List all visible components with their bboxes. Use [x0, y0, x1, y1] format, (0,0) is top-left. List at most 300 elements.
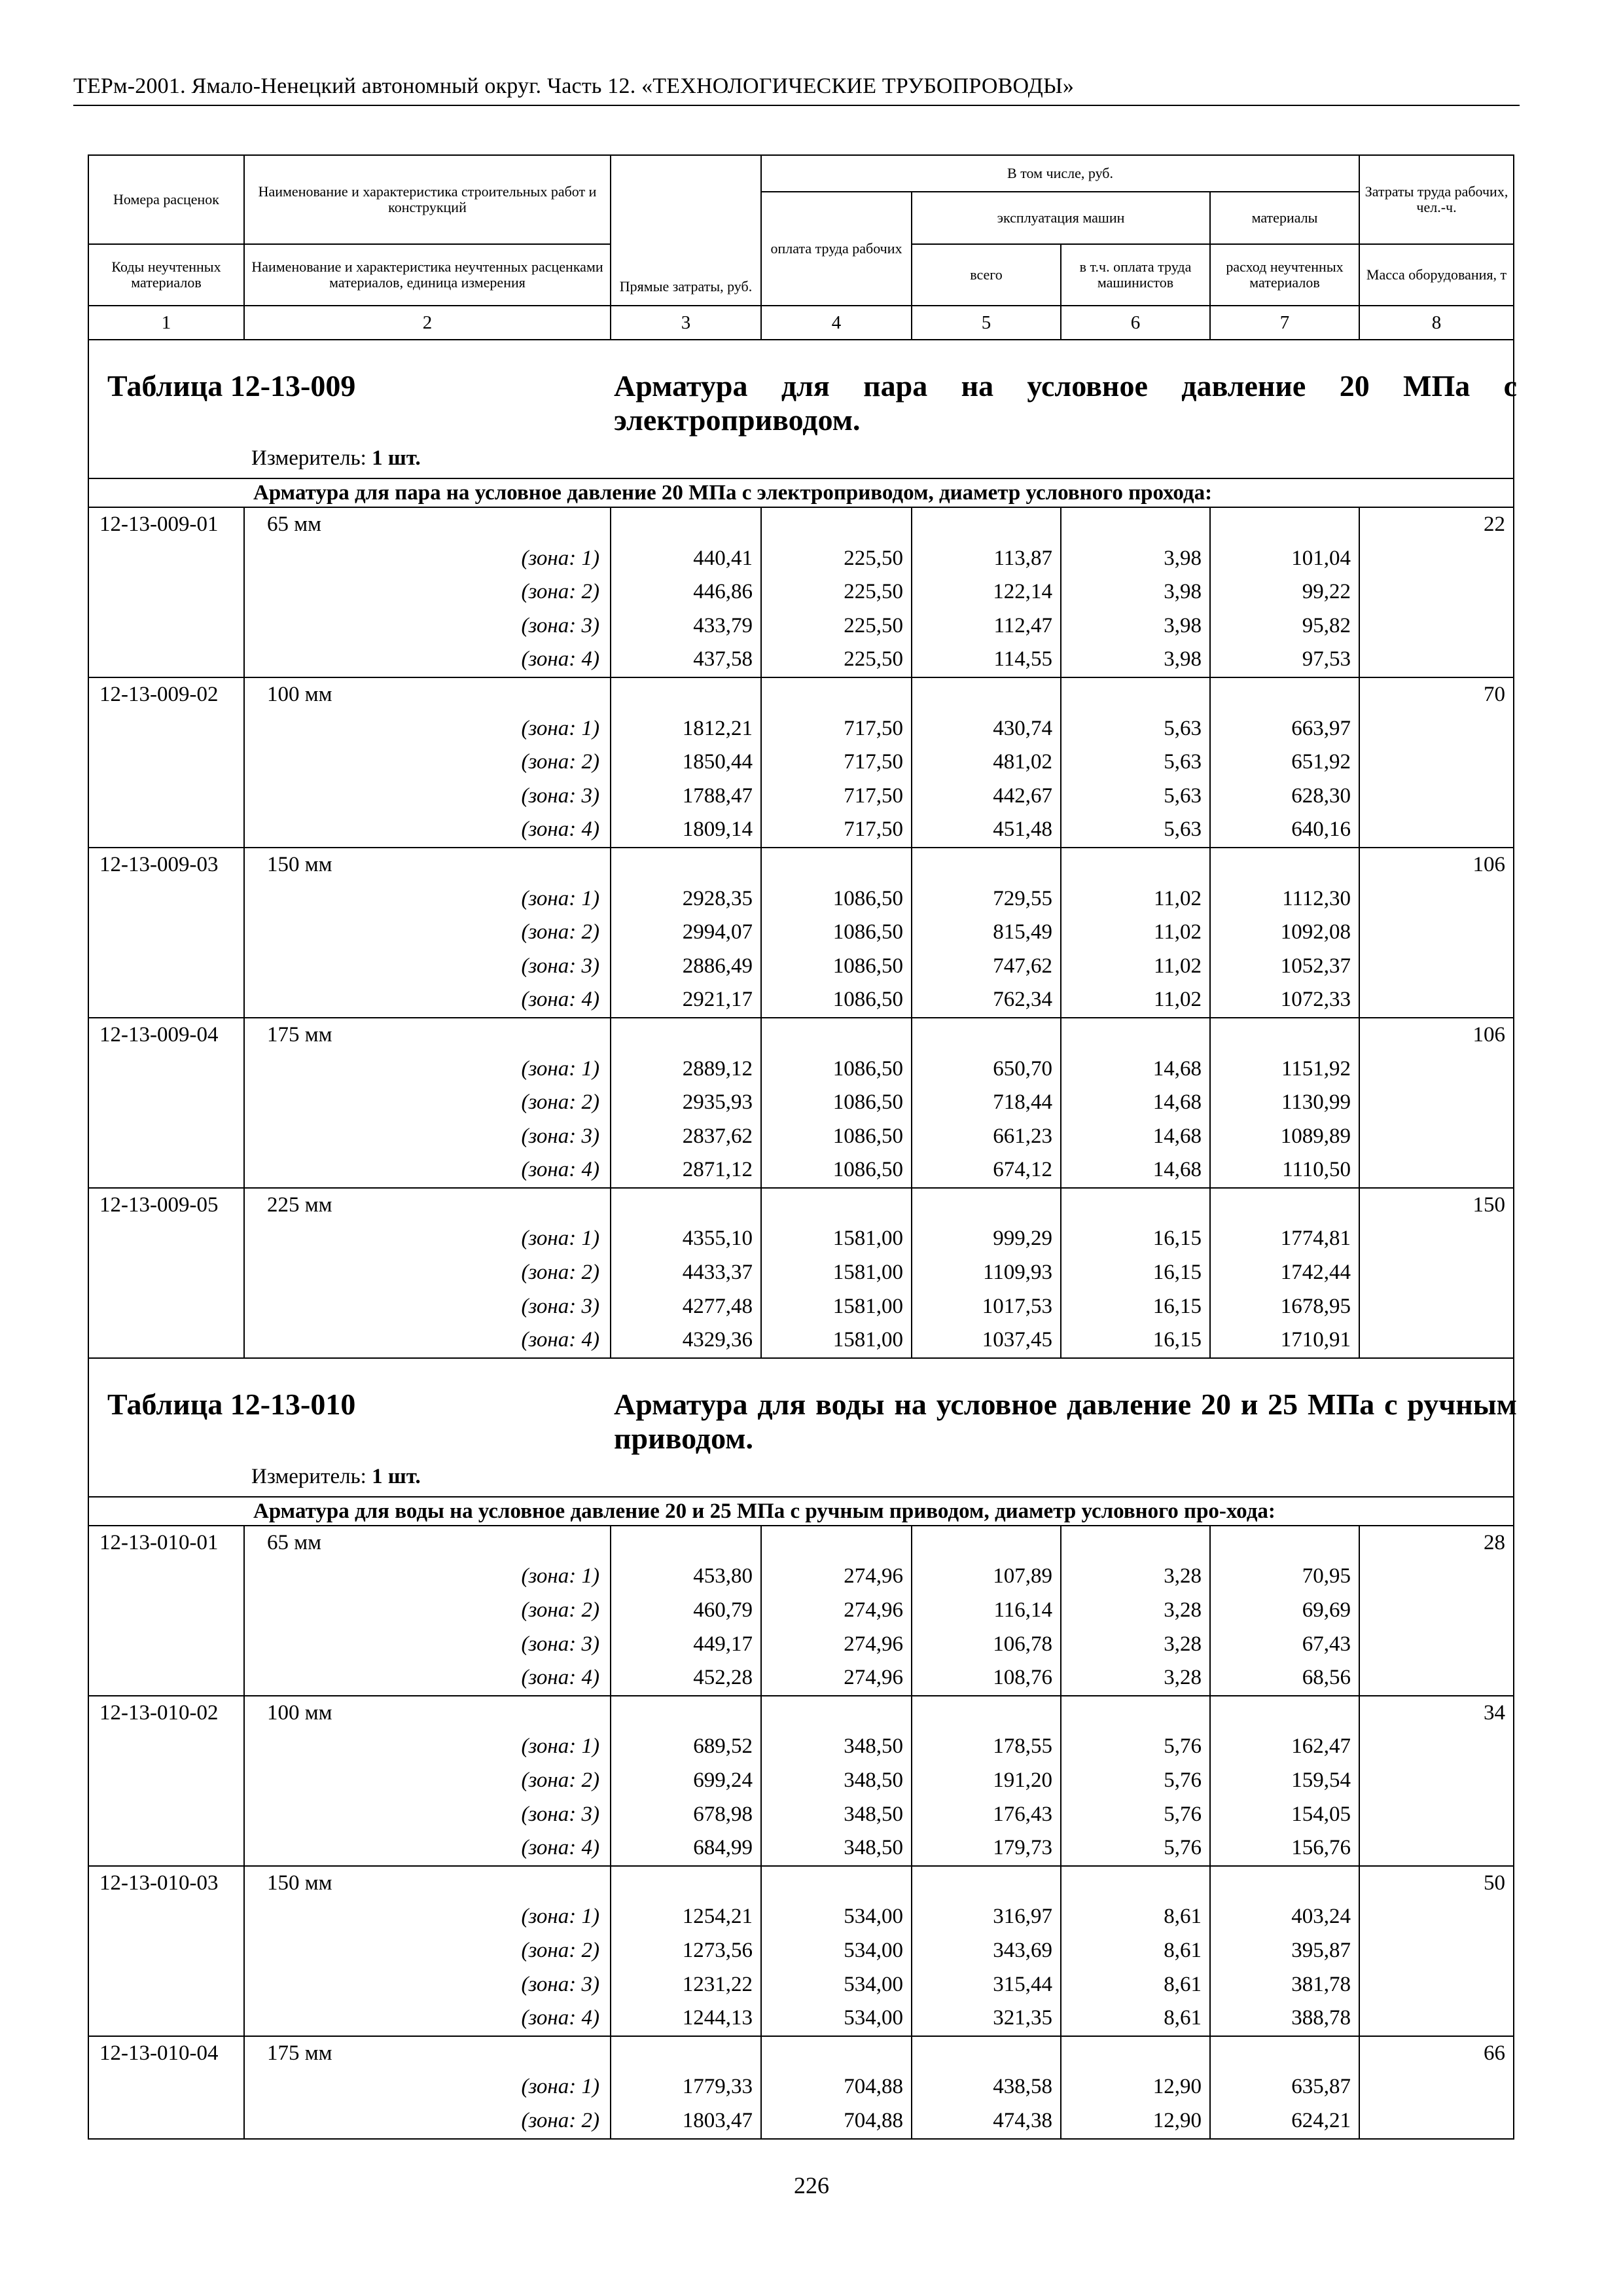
cell-materials: 67,43 — [1302, 1632, 1351, 1656]
cell-direct: 449,17 — [693, 1632, 753, 1656]
cell-operators: 3,98 — [1164, 546, 1202, 570]
table-row — [88, 1866, 1514, 2036]
col-materials — [1210, 507, 1359, 677]
col-direct — [611, 2036, 761, 2139]
cell-wage: 1581,00 — [832, 1261, 903, 1285]
cell-direct: 460,79 — [693, 1598, 753, 1623]
cell-machines: 107,89 — [993, 1564, 1052, 1588]
col3-header: Прямые затраты, руб. — [611, 155, 761, 306]
col-direct — [611, 1018, 761, 1188]
cell-machines: 747,62 — [993, 954, 1052, 978]
item-name: 65 мм — [267, 512, 322, 536]
cell-wage: 1581,00 — [832, 1328, 903, 1352]
spacer — [912, 1696, 1052, 1731]
cell-operators: 5,76 — [1164, 1768, 1202, 1792]
zone-label: (зона: 3) — [521, 1632, 599, 1656]
spacer — [762, 678, 903, 712]
cell-materials: 156,76 — [1291, 1836, 1351, 1860]
zone-label: (зона: 1) — [521, 886, 599, 910]
cell-operators: 12,90 — [1152, 2108, 1202, 2132]
rate-code: 12-13-009-02 — [88, 677, 244, 848]
spacer — [611, 1189, 753, 1223]
table-meter — [251, 446, 421, 471]
col-operators — [1061, 1188, 1210, 1358]
cell-machines: 438,58 — [993, 2075, 1052, 2099]
zone-label: (зона: 4) — [521, 1666, 599, 1690]
table-row — [88, 1696, 1514, 1866]
item-description — [244, 507, 611, 677]
cell-operators: 3,98 — [1164, 580, 1202, 604]
column-number: 1 — [88, 306, 244, 340]
cell-materials: 101,04 — [1291, 546, 1351, 570]
spacer — [912, 2037, 1052, 2071]
cell-direct: 1803,47 — [682, 2108, 753, 2132]
spacer — [1211, 1696, 1351, 1731]
item-name: 100 мм — [267, 1700, 332, 1725]
cell-machines: 661,23 — [993, 1124, 1052, 1148]
rate-code: 12-13-009-01 — [88, 507, 244, 677]
cell-direct: 1231,22 — [682, 1972, 753, 1996]
cell-wage: 534,00 — [844, 1905, 903, 1929]
col-operators — [1061, 507, 1210, 677]
spacer — [912, 848, 1052, 882]
section-empty-cell — [88, 1497, 244, 1526]
table-title-cell — [88, 340, 1517, 478]
cell-wage: 534,00 — [844, 2006, 903, 2030]
table-number: Таблица 12-13-009 — [107, 369, 356, 403]
materials-header: материалы — [1210, 192, 1359, 244]
spacer — [912, 508, 1052, 542]
cell-machines: 343,69 — [993, 1938, 1052, 1962]
cell-machines: 106,78 — [993, 1632, 1052, 1656]
cell-materials: 1742,44 — [1280, 1261, 1351, 1285]
rate-code: 12-13-010-02 — [88, 1696, 244, 1866]
zone-label: (зона: 2) — [521, 920, 599, 944]
cell-operators: 3,28 — [1164, 1598, 1202, 1623]
item-description — [244, 677, 611, 848]
cell-operators: 16,15 — [1152, 1328, 1202, 1352]
cell-materials: 635,87 — [1291, 2075, 1351, 2099]
col1-bottom-header: Коды неучтенных материалов — [88, 244, 244, 306]
spacer — [1211, 848, 1351, 882]
zone-label: (зона: 2) — [521, 2108, 599, 2132]
cell-wage: 348,50 — [844, 1836, 903, 1860]
cell-direct: 2994,07 — [682, 920, 753, 944]
cell-operators: 3,28 — [1164, 1666, 1202, 1690]
col-wage — [761, 2036, 912, 2139]
cell-materials: 1092,08 — [1280, 920, 1351, 944]
cell-operators: 3,98 — [1164, 647, 1202, 672]
cell-direct: 2921,17 — [682, 988, 753, 1012]
zone-label: (зона: 1) — [521, 1905, 599, 1929]
table-meter — [251, 1465, 421, 1489]
col-materials — [1210, 1866, 1359, 2036]
spacer — [611, 1696, 753, 1731]
col-wage — [761, 1526, 912, 1696]
column-number: 7 — [1210, 306, 1359, 340]
cell-materials: 154,05 — [1291, 1802, 1351, 1826]
col-machines — [912, 848, 1061, 1018]
col5-header: всего — [912, 244, 1061, 306]
incl-header: В том числе, руб. — [761, 155, 1359, 192]
spacer — [611, 1526, 753, 1560]
cell-machines: 999,29 — [993, 1227, 1052, 1251]
cell-operators: 3,98 — [1164, 613, 1202, 637]
spacer — [611, 678, 753, 712]
table-title-block — [89, 340, 1517, 478]
col-wage — [761, 1696, 912, 1866]
cell-direct: 699,24 — [693, 1768, 753, 1792]
zone-label: (зона: 4) — [521, 817, 599, 842]
spacer — [1061, 508, 1202, 542]
cell-materials: 628,30 — [1291, 783, 1351, 808]
col-machines — [912, 1526, 1061, 1696]
spacer — [762, 1696, 903, 1731]
cell-direct: 440,41 — [693, 546, 753, 570]
zone-label: (зона: 4) — [521, 1158, 599, 1182]
spacer — [611, 2037, 753, 2071]
spacer — [912, 1018, 1052, 1052]
col-operators — [1061, 1696, 1210, 1866]
cell-operators: 16,15 — [1152, 1227, 1202, 1251]
zone-label: (зона: 4) — [521, 2006, 599, 2030]
cell-materials: 69,69 — [1302, 1598, 1351, 1623]
cell-machines: 442,67 — [993, 783, 1052, 808]
cell-operators: 3,28 — [1164, 1632, 1202, 1656]
cell-wage: 225,50 — [844, 546, 903, 570]
table-title-row — [88, 1358, 1514, 1497]
cell-wage: 348,50 — [844, 1768, 903, 1792]
cell-direct: 2889,12 — [682, 1056, 753, 1081]
section-empty-cell — [88, 478, 244, 507]
col-operators — [1061, 1018, 1210, 1188]
col-wage — [761, 1866, 912, 2036]
col-machines — [912, 1188, 1061, 1358]
table-row — [88, 507, 1514, 677]
col-machines — [912, 507, 1061, 677]
section-title: Арматура для пара на условное давление 20 МПа с электроприводом, диаметр условного прохода: — [244, 478, 1514, 507]
cell-machines: 430,74 — [993, 716, 1052, 740]
spacer — [1211, 1189, 1351, 1223]
cell-direct: 2837,62 — [682, 1124, 753, 1148]
col-operators — [1061, 677, 1210, 848]
table-row — [88, 677, 1514, 848]
zone-label: (зона: 3) — [521, 613, 599, 637]
spacer — [762, 1867, 903, 1901]
cell-direct: 433,79 — [693, 613, 753, 637]
rate-code: 12-13-010-04 — [88, 2036, 244, 2139]
labor-cost: 34 — [1359, 1696, 1514, 1866]
table-heading: Арматура для воды на условное давление 20 и 25 МПа с ручным приводом. — [614, 1387, 1517, 1455]
item-description — [244, 1866, 611, 2036]
zone-label: (зона: 1) — [521, 2075, 599, 2099]
cell-operators: 14,68 — [1152, 1056, 1202, 1081]
cell-wage: 1086,50 — [832, 1124, 903, 1148]
item-name: 150 мм — [267, 852, 332, 876]
cell-machines: 116,14 — [993, 1598, 1052, 1623]
cell-wage: 534,00 — [844, 1972, 903, 1996]
col8-bottom-header: Масса оборудования, т — [1359, 244, 1514, 306]
cell-machines: 321,35 — [993, 2006, 1052, 2030]
item-name: 225 мм — [267, 1193, 332, 1217]
zone-label: (зона: 4) — [521, 647, 599, 672]
cell-direct: 437,58 — [693, 647, 753, 672]
col1-top-header: Номера расценок — [88, 155, 244, 244]
table-title-row — [88, 340, 1514, 478]
cell-wage: 225,50 — [844, 613, 903, 637]
section-row — [88, 478, 1514, 507]
cell-operators: 8,61 — [1164, 1972, 1202, 1996]
zone-label: (зона: 3) — [521, 1802, 599, 1826]
cell-materials: 1052,37 — [1280, 954, 1351, 978]
table-number: Таблица 12-13-010 — [107, 1387, 356, 1421]
cell-wage: 274,96 — [844, 1632, 903, 1656]
cell-machines: 178,55 — [993, 1734, 1052, 1759]
zone-label: (зона: 3) — [521, 783, 599, 808]
meter-value: 1 шт. — [372, 446, 421, 470]
cell-machines: 114,55 — [993, 647, 1052, 672]
zone-label: (зона: 2) — [521, 1598, 599, 1623]
cell-machines: 113,87 — [993, 546, 1052, 570]
cell-materials: 1072,33 — [1280, 988, 1351, 1012]
cell-direct: 1254,21 — [682, 1905, 753, 1929]
col-materials — [1210, 2036, 1359, 2139]
labor-cost: 106 — [1359, 1018, 1514, 1188]
item-name: 100 мм — [267, 682, 332, 706]
zone-label: (зона: 1) — [521, 546, 599, 570]
item-name: 175 мм — [267, 2041, 332, 2065]
cell-wage: 274,96 — [844, 1666, 903, 1690]
spacer — [611, 508, 753, 542]
cell-machines: 112,47 — [993, 613, 1052, 637]
cell-machines: 762,34 — [993, 988, 1052, 1012]
spacer — [1211, 1526, 1351, 1560]
cell-wage: 1086,50 — [832, 920, 903, 944]
cell-machines: 315,44 — [993, 1972, 1052, 1996]
col-direct — [611, 1188, 761, 1358]
cell-direct: 1812,21 — [682, 716, 753, 740]
cell-machines: 674,12 — [993, 1158, 1052, 1182]
column-number: 5 — [912, 306, 1061, 340]
spacer — [611, 1018, 753, 1052]
zone-label: (зона: 4) — [521, 988, 599, 1012]
cell-operators: 5,63 — [1164, 817, 1202, 842]
col-machines — [912, 1696, 1061, 1866]
machines-header: эксплуатация машин — [912, 192, 1210, 244]
zone-label: (зона: 3) — [521, 1294, 599, 1318]
cell-operators: 11,02 — [1153, 954, 1202, 978]
item-description — [244, 1188, 611, 1358]
col-machines — [912, 677, 1061, 848]
cell-machines: 481,02 — [993, 750, 1052, 774]
cell-operators: 14,68 — [1152, 1124, 1202, 1148]
table-row — [88, 1188, 1514, 1358]
table-body — [88, 155, 1517, 2139]
item-description — [244, 848, 611, 1018]
col2-bottom-header: Наименование и характеристика неучтенных расценками материалов, единица измерения — [244, 244, 611, 306]
col-direct — [611, 1526, 761, 1696]
running-header: ТЕРм-2001. Ямало-Ненецкий автономный округ. Часть 12. «ТЕХНОЛОГИЧЕСКИЕ ТРУБОПРОВОДЫ» — [73, 73, 1520, 106]
cell-materials: 162,47 — [1291, 1734, 1351, 1759]
spacer — [762, 1018, 903, 1052]
cell-operators: 5,76 — [1164, 1836, 1202, 1860]
labor-cost: 50 — [1359, 1866, 1514, 2036]
col6-header: в т.ч. оплата труда машинистов — [1061, 244, 1210, 306]
spacer — [912, 678, 1052, 712]
cell-wage: 348,50 — [844, 1734, 903, 1759]
cell-machines: 176,43 — [993, 1802, 1052, 1826]
cell-wage: 1086,50 — [832, 988, 903, 1012]
table-row — [88, 2036, 1514, 2139]
col-wage — [761, 1018, 912, 1188]
cell-materials: 1110,50 — [1282, 1158, 1351, 1182]
rate-code: 12-13-010-03 — [88, 1866, 244, 2036]
col-materials — [1210, 677, 1359, 848]
cell-direct: 1809,14 — [682, 817, 753, 842]
column-number: 3 — [611, 306, 761, 340]
cell-materials: 95,82 — [1302, 613, 1351, 637]
cell-machines: 1017,53 — [982, 1294, 1052, 1318]
cell-wage: 274,96 — [844, 1598, 903, 1623]
cell-direct: 2871,12 — [682, 1158, 753, 1182]
zone-label: (зона: 3) — [521, 954, 599, 978]
zone-label: (зона: 1) — [521, 1056, 599, 1081]
cell-wage: 717,50 — [844, 817, 903, 842]
spacer — [762, 2037, 903, 2071]
spacer — [1061, 848, 1202, 882]
zone-label: (зона: 1) — [521, 716, 599, 740]
cell-materials: 99,22 — [1302, 580, 1351, 604]
item-description — [244, 1696, 611, 1866]
cell-wage: 1086,50 — [832, 1090, 903, 1115]
item-name: 65 мм — [267, 1530, 322, 1554]
spacer — [1061, 1018, 1202, 1052]
col-wage — [761, 848, 912, 1018]
cell-operators: 14,68 — [1152, 1090, 1202, 1115]
cell-materials: 381,78 — [1291, 1972, 1351, 1996]
spacer — [762, 1526, 903, 1560]
spacer — [1061, 1189, 1202, 1223]
labor-cost: 150 — [1359, 1188, 1514, 1358]
cell-machines: 1109,93 — [982, 1261, 1052, 1285]
cell-direct: 4277,48 — [682, 1294, 753, 1318]
cell-materials: 70,95 — [1302, 1564, 1351, 1588]
cell-wage: 225,50 — [844, 580, 903, 604]
cell-direct: 684,99 — [693, 1836, 753, 1860]
col2-top-header: Наименование и характеристика строительных работ и конструкций — [244, 155, 611, 244]
zone-label: (зона: 2) — [521, 1768, 599, 1792]
table-row — [88, 848, 1514, 1018]
table-row — [88, 1018, 1514, 1188]
cell-wage: 717,50 — [844, 783, 903, 808]
zone-label: (зона: 2) — [521, 1090, 599, 1115]
spacer — [1211, 678, 1351, 712]
spacer — [912, 1189, 1052, 1223]
cell-wage: 1086,50 — [832, 886, 903, 910]
col-direct — [611, 1696, 761, 1866]
cell-machines: 451,48 — [993, 817, 1052, 842]
price-table — [88, 154, 1517, 2140]
cell-operators: 5,76 — [1164, 1734, 1202, 1759]
col-wage — [761, 677, 912, 848]
cell-wage: 274,96 — [844, 1564, 903, 1588]
col-direct — [611, 848, 761, 1018]
col-direct — [611, 507, 761, 677]
cell-wage: 1581,00 — [832, 1294, 903, 1318]
cell-direct: 1850,44 — [682, 750, 753, 774]
zone-label: (зона: 2) — [521, 580, 599, 604]
item-name: 150 мм — [267, 1871, 332, 1895]
col-direct — [611, 1866, 761, 2036]
cell-materials: 1089,89 — [1280, 1124, 1351, 1148]
cell-wage: 348,50 — [844, 1802, 903, 1826]
cell-direct: 2928,35 — [682, 886, 753, 910]
col-direct — [611, 677, 761, 848]
zone-label: (зона: 2) — [521, 1938, 599, 1962]
cell-operators: 5,76 — [1164, 1802, 1202, 1826]
col-operators — [1061, 1866, 1210, 2036]
cell-machines: 650,70 — [993, 1056, 1052, 1081]
cell-machines: 729,55 — [993, 886, 1052, 910]
spacer — [1061, 1867, 1202, 1901]
cell-direct: 689,52 — [693, 1734, 753, 1759]
column-number: 6 — [1061, 306, 1210, 340]
column-number: 4 — [761, 306, 912, 340]
section-title: Арматура для воды на условное давление 20 и 25 МПа с ручным приводом, диаметр условного про-хода: — [244, 1497, 1514, 1526]
zone-label: (зона: 1) — [521, 1734, 599, 1759]
spacer — [1061, 1696, 1202, 1731]
cell-wage: 534,00 — [844, 1938, 903, 1962]
spacer — [611, 848, 753, 882]
item-description — [244, 2036, 611, 2139]
cell-materials: 1678,95 — [1280, 1294, 1351, 1318]
cell-direct: 2886,49 — [682, 954, 753, 978]
cell-wage: 704,88 — [844, 2108, 903, 2132]
cell-operators: 3,28 — [1164, 1564, 1202, 1588]
zone-label: (зона: 1) — [521, 1564, 599, 1588]
spacer — [1061, 2037, 1202, 2071]
cell-operators: 12,90 — [1152, 2075, 1202, 2099]
cell-wage: 225,50 — [844, 647, 903, 672]
item-name: 175 мм — [267, 1022, 332, 1047]
rate-code: 12-13-009-04 — [88, 1018, 244, 1188]
zone-label: (зона: 2) — [521, 750, 599, 774]
labor-cost: 28 — [1359, 1526, 1514, 1696]
col4-header: оплата труда рабочих — [761, 192, 912, 306]
spacer — [762, 848, 903, 882]
table-row — [88, 1526, 1514, 1696]
rate-code: 12-13-010-01 — [88, 1526, 244, 1696]
cell-machines: 108,76 — [993, 1666, 1052, 1690]
cell-materials: 68,56 — [1302, 1666, 1351, 1690]
cell-materials: 388,78 — [1291, 2006, 1351, 2030]
cell-wage: 1581,00 — [832, 1227, 903, 1251]
cell-materials: 651,92 — [1291, 750, 1351, 774]
spacer — [912, 1526, 1052, 1560]
cell-direct: 1273,56 — [682, 1938, 753, 1962]
cell-materials: 624,21 — [1291, 2108, 1351, 2132]
col-materials — [1210, 1526, 1359, 1696]
cell-materials: 663,97 — [1291, 716, 1351, 740]
cell-materials: 1774,81 — [1280, 1227, 1351, 1251]
cell-wage: 717,50 — [844, 750, 903, 774]
cell-materials: 1710,91 — [1280, 1328, 1351, 1352]
zone-label: (зона: 1) — [521, 1227, 599, 1251]
cell-operators: 11,02 — [1153, 988, 1202, 1012]
cell-wage: 1086,50 — [832, 1056, 903, 1081]
cell-operators: 8,61 — [1164, 2006, 1202, 2030]
cell-direct: 446,86 — [693, 580, 753, 604]
